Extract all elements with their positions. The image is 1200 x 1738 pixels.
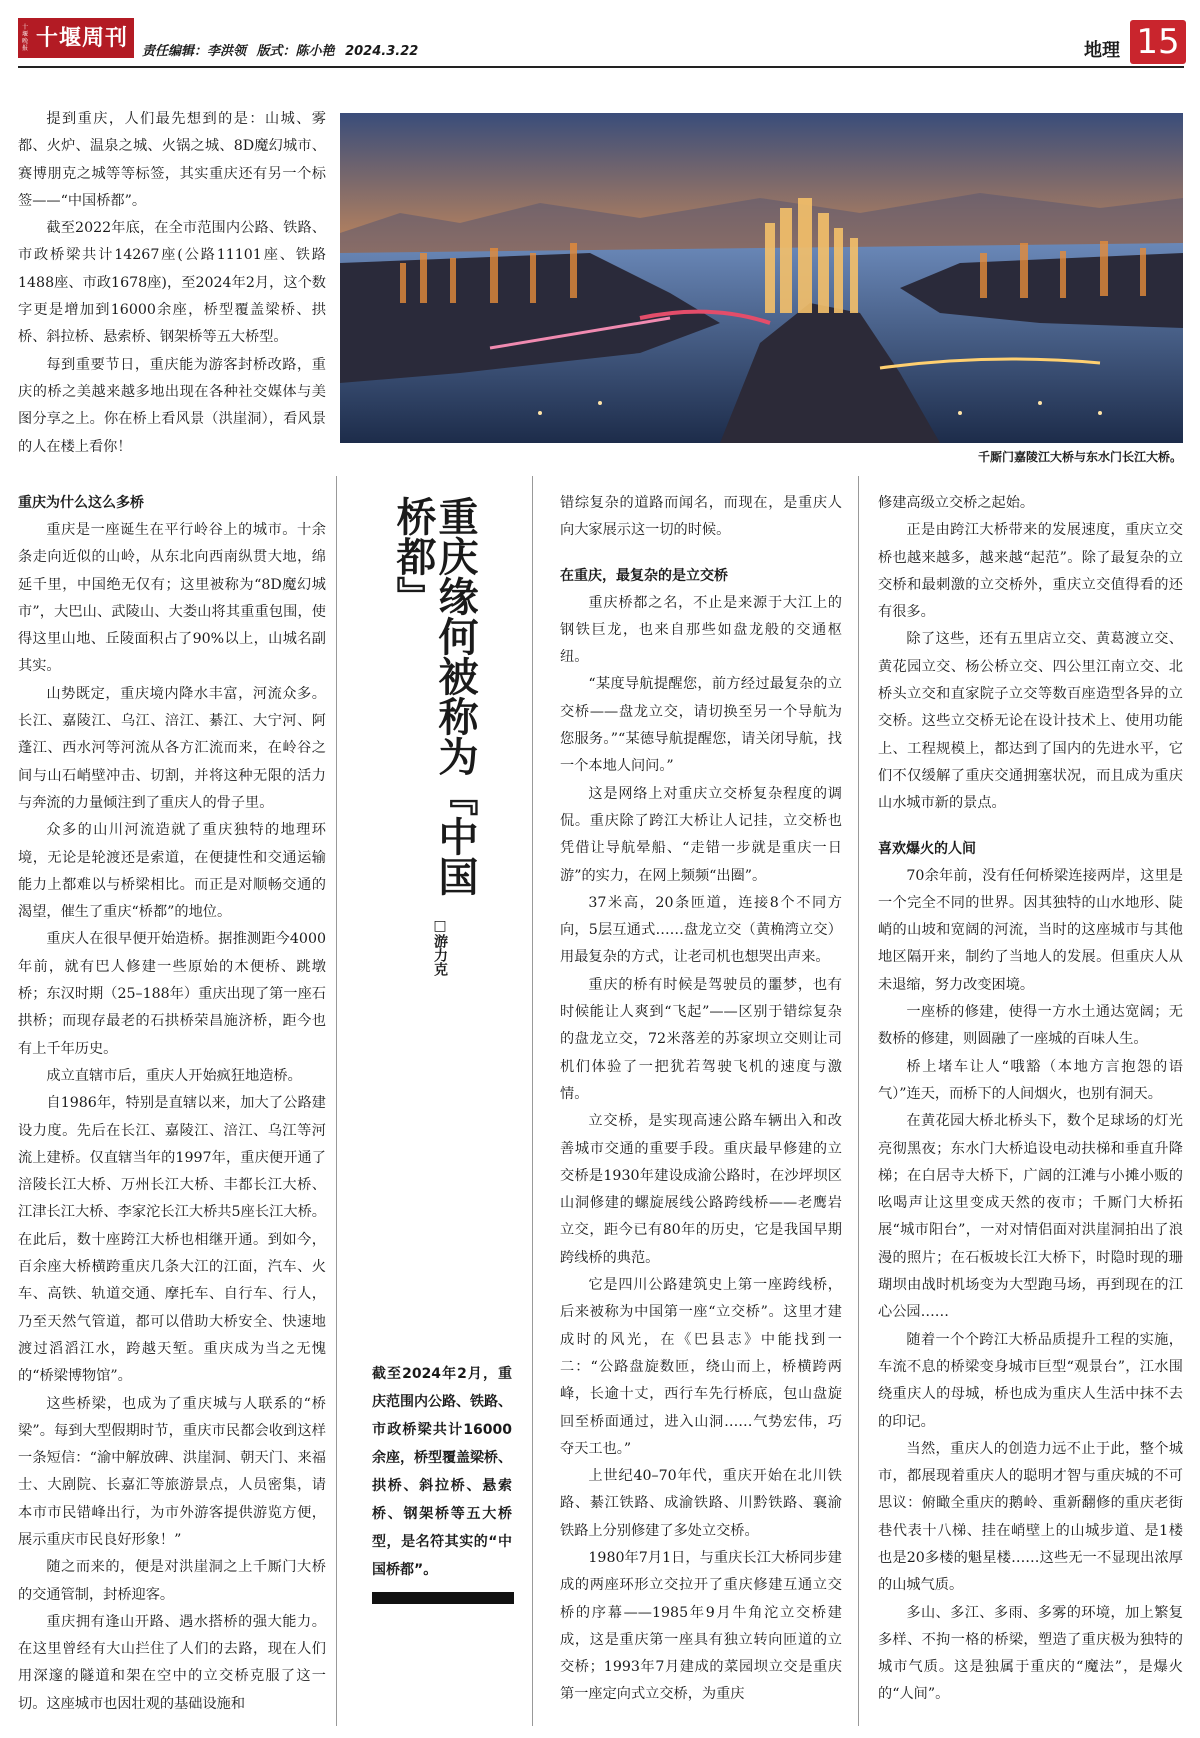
intro-column bbox=[18, 106, 326, 461]
spacer bbox=[560, 545, 842, 563]
bridge-night-photo bbox=[340, 113, 1183, 443]
body-paragraph: 这些桥梁，也成为了重庆城与人联系的“桥梁”。每到大型假期时节，重庆市民都会收到这样一条短信：“渝中解放碑、洪崖洞、朝天门、来福士、大剧院、长嘉汇等旅游景点，人员密集，请本市市民错峰出行，为市外游客提供游览方便，展示重庆市民良好形象！” bbox=[18, 1395, 326, 1548]
section-heading: 在重庆，最复杂的是立交桥 bbox=[560, 567, 728, 584]
masthead-logo bbox=[18, 18, 134, 58]
editor-credit: 责任编辑：李洪领 bbox=[142, 44, 247, 59]
body-paragraph: 重庆拥有逢山开路、遇水搭桥的强大能力。在这里曾经有大山拦住了人们的去路，现在人们用深邃的隧道和架在空中的立交桥克服了这一切。这座城市也因壮观的基础设施和 bbox=[18, 1613, 326, 1712]
section-heading: 重庆为什么这么多桥 bbox=[18, 495, 144, 511]
layout-credit: 版式：陈小艳 bbox=[256, 44, 335, 59]
body-paragraph: 重庆是一座诞生在平行岭谷上的城市。十余条走向近似的山岭，从东北向西南纵贯大地，绵延千里，中国绝无仅有；这里被称为“8D魔幻城市”，大巴山、武陵山、大娄山将其重重包围，使得这里山地、丘陵面积占了90%以上，山城名副其实。 bbox=[18, 522, 326, 675]
body-paragraph: 众多的山川河流造就了重庆独特的地理环境，无论是轮渡还是索道，在便捷性和交通运输能力上都难以与桥梁相比。而正是对顺畅交通的渴望，催生了重庆“桥都”的地位。 bbox=[18, 822, 326, 921]
body-paragraph: 70余年前，没有任何桥梁连接两岸，这里是一个完全不同的世界。因其独特的山水地形、陡峭的山坡和宽阔的河流，当时的这座城市与其他地区隔开来，制约了当地人的发展。但重庆人从未退缩，努力改变困境。 bbox=[878, 867, 1183, 993]
masthead-sub: 十堰晚报 bbox=[22, 24, 30, 52]
pull-quote-bar bbox=[372, 1592, 514, 1604]
article-author: □游力克 bbox=[432, 918, 448, 976]
body-column-2 bbox=[560, 490, 842, 1709]
body-paragraph: 1980年7月1日，与重庆长江大桥同步建成的两座环形立交拉开了重庆修建互通立交桥的序幕——1985年9月牛角沱立交桥建成，这是重庆第一座具有独立转向匝道的立交桥；1993年7月建成的菜园坝立交是重庆第一座定向式立交桥，为重庆 bbox=[560, 1549, 842, 1703]
article-title: 重庆缘何被称为『中国桥都』 bbox=[390, 496, 479, 896]
spacer bbox=[878, 818, 1183, 836]
body-paragraph: 桥上堵车让人“哦豁（本地方言抱怨的语气）”连天，而桥下的人间烟火，也别有洞天。 bbox=[878, 1058, 1183, 1102]
header-rule bbox=[18, 66, 1184, 68]
body-paragraph: 自1986年，特别是直辖以来，加大了公路建设力度。先后在长江、嘉陵江、涪江、乌江等河流上建桥。仅直辖当年的1997年，重庆便开通了涪陵长江大桥、万州长江大桥、丰都长江大桥、江津长江大桥、李家沱长江大桥共5座长江大桥。在此后，数十座跨江大桥也相继开通。到如今，百余座大桥横跨重庆几条大江的江面，汽车、火车、高铁、轨道交通、摩托车、自行车、行人，乃至天然气管道，都可以借助大桥安全、快速地渡过滔滔江水，跨越天堑。重庆成为当之无愧的“桥梁博物馆”。 bbox=[18, 1095, 326, 1385]
body-paragraph: 成立直辖市后，重庆人开始疯狂地造桥。 bbox=[46, 1067, 302, 1084]
body-column-1 bbox=[18, 490, 326, 1718]
body-paragraph: 山势既定，重庆境内降水丰富，河流众多。长江、嘉陵江、乌江、涪江、綦江、大宁河、阿蓬江、西水河等河流从各方汇流而来，在岭谷之间与山石峭壁冲击、切割，并将这种无限的活力与奔流的力量倾注到了重庆人的骨子里。 bbox=[18, 685, 326, 811]
intro-paragraph: 截至2022年底，在全市范围内公路、铁路、市政桥梁共计14267座(公路11101座、铁路1488座、市政1678座)，至2024年2月，这个数字更是增加到16000余座，桥型覆盖梁桥、拱桥、斜拉桥、悬索桥、钢架桥等五大桥型。 bbox=[18, 220, 326, 346]
column-divider bbox=[336, 476, 337, 1726]
body-paragraph: 一座桥的修建，使得一方水土通达宽阔；无数桥的修建，则圆融了一座城的百味人生。 bbox=[878, 1004, 1183, 1048]
column-divider bbox=[532, 476, 533, 1726]
body-paragraph: 立交桥，是实现高速公路车辆出入和改善城市交通的重要手段。重庆最早修建的立交桥是1930年建设成渝公路时，在沙坪坝区山洞修建的螺旋展线公路跨线桥——老鹰岩立交，距今已有80年的历史，它是我国早期跨线桥的典范。 bbox=[560, 1113, 842, 1266]
body-paragraph: 错综复杂的道路而闻名，而现在，是重庆人向大家展示这一切的时候。 bbox=[560, 495, 842, 539]
column-divider bbox=[858, 476, 859, 1726]
body-paragraph: 正是由跨江大桥带来的发展速度，重庆立交桥也越来越多，越来越“起范”。除了最复杂的立交桥和最刺激的立交桥外，重庆立交值得看的还有很多。 bbox=[878, 522, 1183, 621]
credits-line bbox=[142, 40, 424, 59]
section-label: 地理 bbox=[1084, 40, 1120, 61]
page-number: 15 bbox=[1130, 20, 1186, 64]
body-paragraph: “某度导航提醒您，前方经过最复杂的立交桥——盘龙立交，请切换至另一个导航为您服务。”“某德导航提醒您，请关闭导航，找一个本地人问问。” bbox=[560, 676, 842, 775]
body-column-3 bbox=[878, 490, 1183, 1709]
body-paragraph: 37米高，20条匝道，连接8个不同方向，5层互通式……盘龙立交（黄桷湾立交）用最复杂的方式，让老司机也想哭出声来。 bbox=[560, 894, 842, 966]
body-paragraph: 上世纪40–70年代，重庆开始在北川铁路、綦江铁路、成渝铁路、川黔铁路、襄渝铁路上分别修建了多处立交桥。 bbox=[560, 1468, 842, 1539]
issue-date: 2024.3.22 bbox=[345, 44, 419, 59]
body-paragraph: 随之而来的，便是对洪崖洞之上千厮门大桥的交通管制，封桥迎客。 bbox=[18, 1559, 326, 1603]
body-paragraph: 重庆的桥有时候是驾驶员的噩梦，也有时候能让人爽到“飞起”——区别于错综复杂的盘龙立交，72米落差的苏家坝立交则让司机们体验了一把犹若驾驶飞机的速度与激情。 bbox=[560, 976, 842, 1102]
photo-caption: 千厮门嘉陵江大桥与东水门长江大桥。 bbox=[977, 450, 1182, 464]
section-heading: 喜欢爆火的人间 bbox=[878, 840, 976, 857]
body-paragraph: 多山、多江、多雨、多雾的环境，加上繁复多样、不拘一格的桥梁，塑造了重庆极为独特的城市气质。这是独属于重庆的“魔法”，是爆火的“人间”。 bbox=[878, 1604, 1183, 1703]
intro-paragraph: 每到重要节日，重庆能为游客封桥改路，重庆的桥之美越来越多地出现在各种社交媒体与美图分享之上。你在桥上看风景（洪崖洞），看风景的人在楼上看你！ bbox=[18, 356, 326, 455]
body-paragraph: 重庆人在很早便开始造桥。据推测距今4000年前，就有巴人修建一些原始的木便桥、跳墩桥；东汉时期（25–188年）重庆出现了第一座石拱桥；而现存最老的石拱桥荣昌施济桥，距今也有上千年历史。 bbox=[18, 931, 326, 1057]
body-paragraph: 除了这些，还有五里店立交、黄葛渡立交、黄花园立交、杨公桥立交、四公里江南立交、北桥头立交和直家院子立交等数百座造型各异的立交桥。这些立交桥无论在设计技术上、使用功能上、工程规模上，都达到了国内的先进水平，它们不仅缓解了重庆交通拥塞状况，而且成为重庆山水城市新的景点。 bbox=[878, 631, 1183, 812]
pull-quote: 截至2024年2月，重庆范围内公路、铁路、市政桥梁共计16000余座，桥型覆盖梁桥、拱桥、斜拉桥、悬索桥、钢架桥等五大桥型，是名符其实的“中国桥都”。 bbox=[372, 1366, 512, 1578]
body-paragraph: 在黄花园大桥北桥头下，数个足球场的灯光亮彻黑夜；东水门大桥追设电动扶梯和垂直升降梯；在白居寺大桥下，广阔的江滩与小摊小贩的吆喝声让这里变成天然的夜市；千厮门大桥拓展“城市阳台”，一对对情侣面对洪崖洞拍出了浪漫的照片；在石板坡长江大桥下，时隐时现的珊瑚坝由战时机场变为大型跑马场，再到现在的江心公园…… bbox=[878, 1113, 1183, 1321]
masthead-title: 十堰周刊 bbox=[35, 25, 128, 51]
body-paragraph: 这是网络上对重庆立交桥复杂程度的调侃。重庆除了跨江大桥让人记挂，立交桥也凭借让导航晕船、“走错一步就是重庆一日游”的实力，在网上频频“出圈”。 bbox=[560, 785, 842, 884]
body-paragraph: 随着一个个跨江大桥品质提升工程的实施，车流不息的桥梁变身城市巨型“观景台”，江水围绕重庆人的母城，桥也成为重庆人生活中抹不去的印记。 bbox=[878, 1331, 1183, 1430]
body-paragraph: 当然，重庆人的创造力远不止于此，整个城市，都展现着重庆人的聪明才智与重庆城的不可思议：俯瞰全重庆的鹅岭、重新翻修的重庆老街巷代表十八梯、挂在峭壁上的山城步道、是1楼也是20多楼的魁星楼……这些无一不显现出浓厚的山城气质。 bbox=[878, 1440, 1183, 1594]
page-header bbox=[0, 0, 1200, 70]
body-paragraph: 重庆桥都之名，不止是来源于大江上的钢铁巨龙，也来自那些如盘龙般的交通枢纽。 bbox=[560, 594, 842, 666]
body-paragraph: 修建高级立交桥之起始。 bbox=[878, 495, 1035, 511]
body-paragraph: 它是四川公路建筑史上第一座跨线桥，后来被称为中国第一座“立交桥”。这里才建成时的风光，在《巴县志》中能找到一二：“公路盘旋数匝，绕山而上，桥横跨两峰，长逾十丈，西行车先行桥底，包山盘旋回至桥面通过，进入山洞……气势宏伟，巧夺天工也。” bbox=[560, 1277, 842, 1457]
city-skyline-illustration bbox=[340, 113, 1183, 443]
intro-paragraph: 提到重庆，人们最先想到的是：山城、雾都、火炉、温泉之城、火锅之城、8D魔幻城市、赛博朋克之城等等标签，其实重庆还有另一个标签——“中国桥都”。 bbox=[18, 111, 326, 209]
